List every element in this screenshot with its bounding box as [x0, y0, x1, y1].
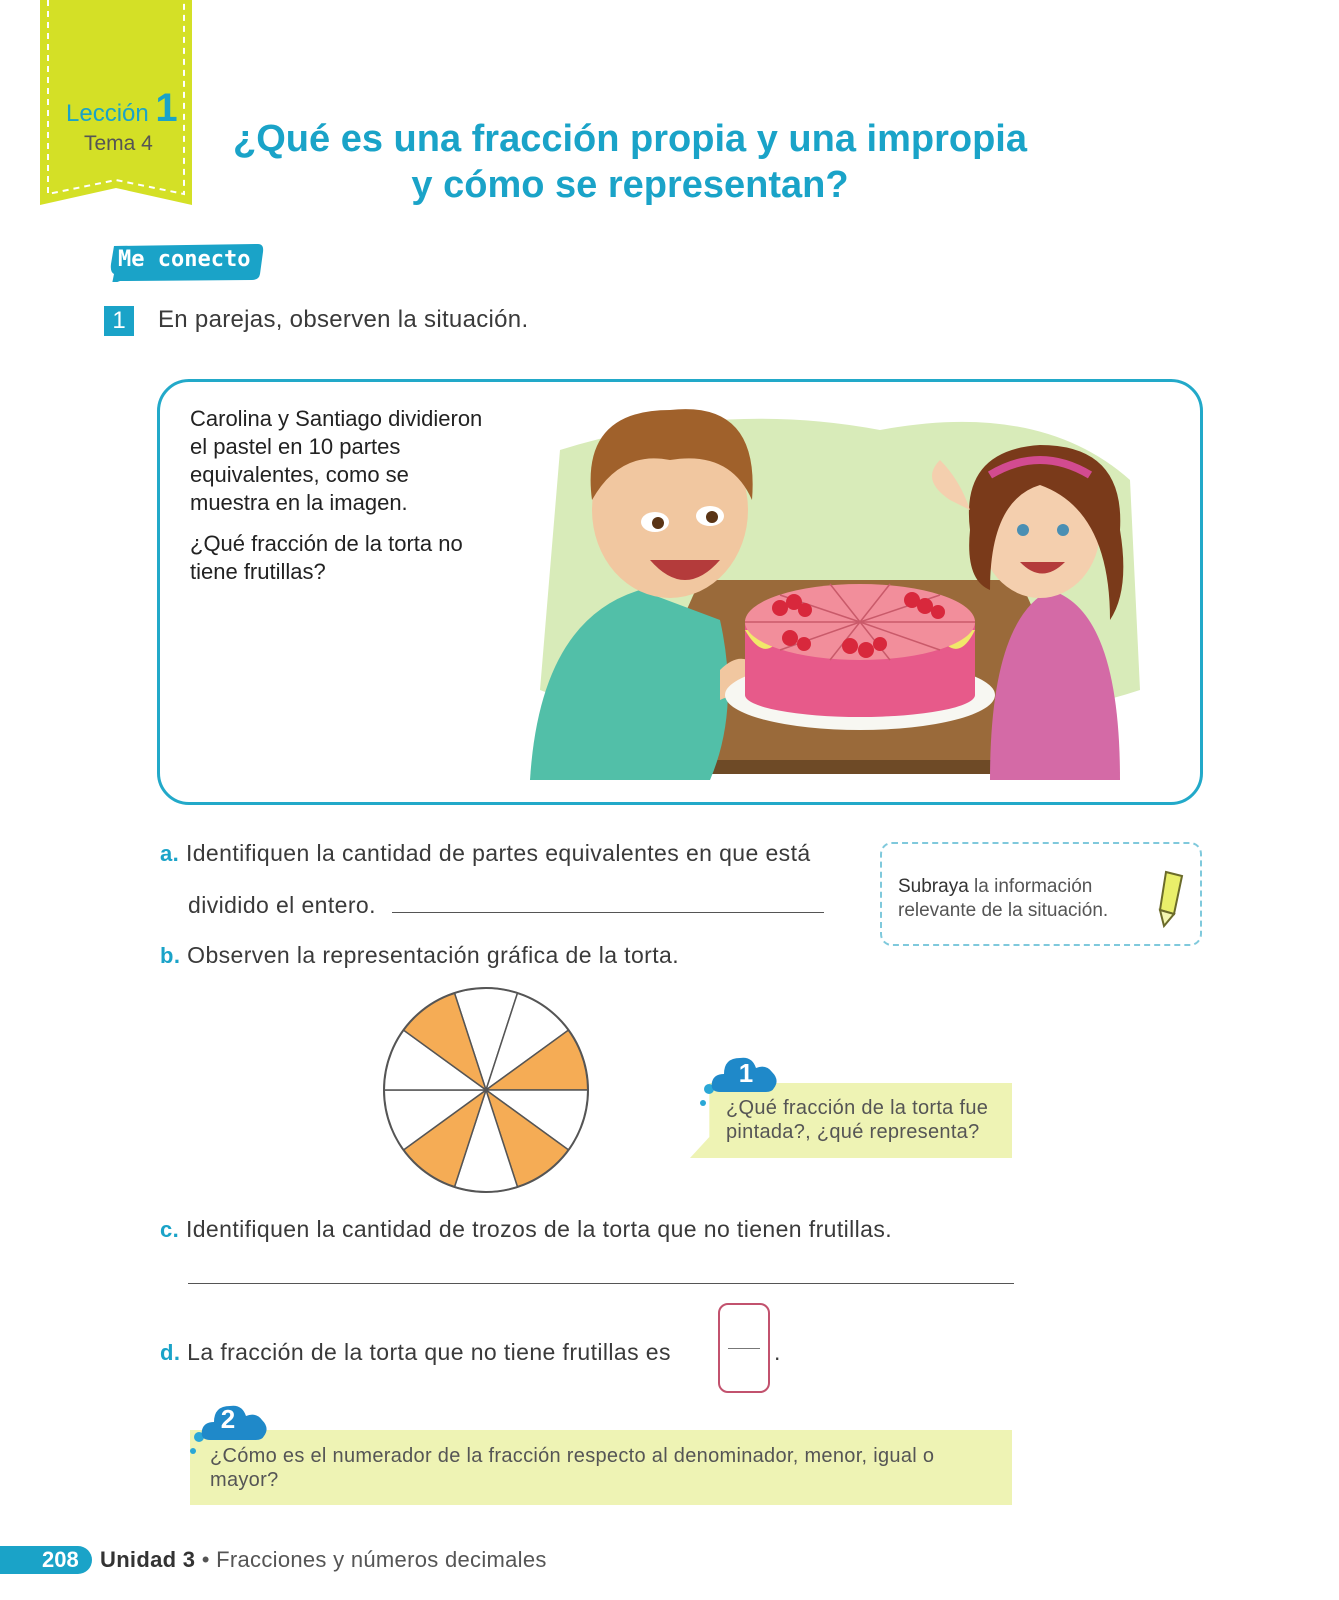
item-a-letter: a.: [160, 841, 180, 866]
question-2-number: 2: [220, 1404, 236, 1434]
item-c: [160, 1216, 892, 1243]
lesson-label: [66, 86, 178, 131]
step-number: 1: [104, 306, 134, 336]
tema-label: Tema 4: [84, 132, 153, 155]
fraction-bar: [728, 1348, 760, 1349]
hint-bold: Subraya: [898, 876, 969, 897]
question-1-text: ¿Qué fracción de la torta fue pintada?, ¿qué representa?: [726, 1097, 989, 1143]
hint-rest: la información relevante de la situación.: [898, 876, 1109, 921]
answer-line-a[interactable]: [392, 912, 824, 913]
thought-dot: [700, 1100, 706, 1106]
footer-separator: •: [195, 1547, 217, 1572]
children-cake-illustration: [520, 390, 1160, 800]
item-d-letter: d.: [160, 1340, 181, 1365]
page-number: 208: [42, 1547, 79, 1572]
question-1-number: 1: [738, 1058, 754, 1088]
footer-unit: Unidad 3: [100, 1547, 196, 1572]
thought-dot: [190, 1448, 196, 1454]
situation-paragraph: Carolina y Santiago dividieron el pastel en 10 partes equivalentes, como se muestra en la imagen.: [190, 406, 483, 515]
page-title: [200, 116, 1060, 208]
item-d-text: La fracción de la torta que no tiene frutillas es: [187, 1339, 671, 1365]
section-tag: Me conecto: [118, 247, 251, 272]
item-b-letter: b.: [160, 943, 181, 968]
item-a: [160, 840, 811, 867]
item-d-period: .: [774, 1339, 781, 1365]
cake-fraction-pie: [378, 982, 594, 1198]
lesson-number: 1: [155, 86, 178, 130]
item-b-text: Observen la representación gráfica de la torta.: [187, 942, 679, 968]
item-d: [160, 1339, 671, 1366]
item-a-continuation: dividido el entero.: [188, 892, 376, 918]
question-2-text: ¿Cómo es el numerador de la fracción respecto al denominador, menor, igual o mayor?: [210, 1445, 935, 1491]
footer-unit-title: [100, 1547, 547, 1573]
title-line-2: y cómo se representan?: [411, 164, 849, 206]
footer-subject: Fracciones y números decimales: [216, 1547, 547, 1572]
answer-line-c[interactable]: [188, 1283, 1014, 1284]
step-instruction: En parejas, observen la situación.: [158, 306, 529, 333]
item-a-text: Identifiquen la cantidad de partes equivalentes en que está: [185, 840, 811, 866]
item-c-text: Identifiquen la cantidad de trozos de la torta que no tienen frutillas.: [185, 1216, 893, 1242]
pencil-icon: [1152, 868, 1186, 928]
item-c-letter: c.: [160, 1217, 180, 1242]
situation-question: ¿Qué fracción de la torta no tiene frutillas?: [190, 531, 463, 584]
lesson-word: Lección: [66, 100, 149, 127]
title-line-1: ¿Qué es una fracción propia y una impropia: [233, 118, 1027, 160]
item-b: [160, 942, 679, 969]
hint-text: [898, 875, 1148, 923]
